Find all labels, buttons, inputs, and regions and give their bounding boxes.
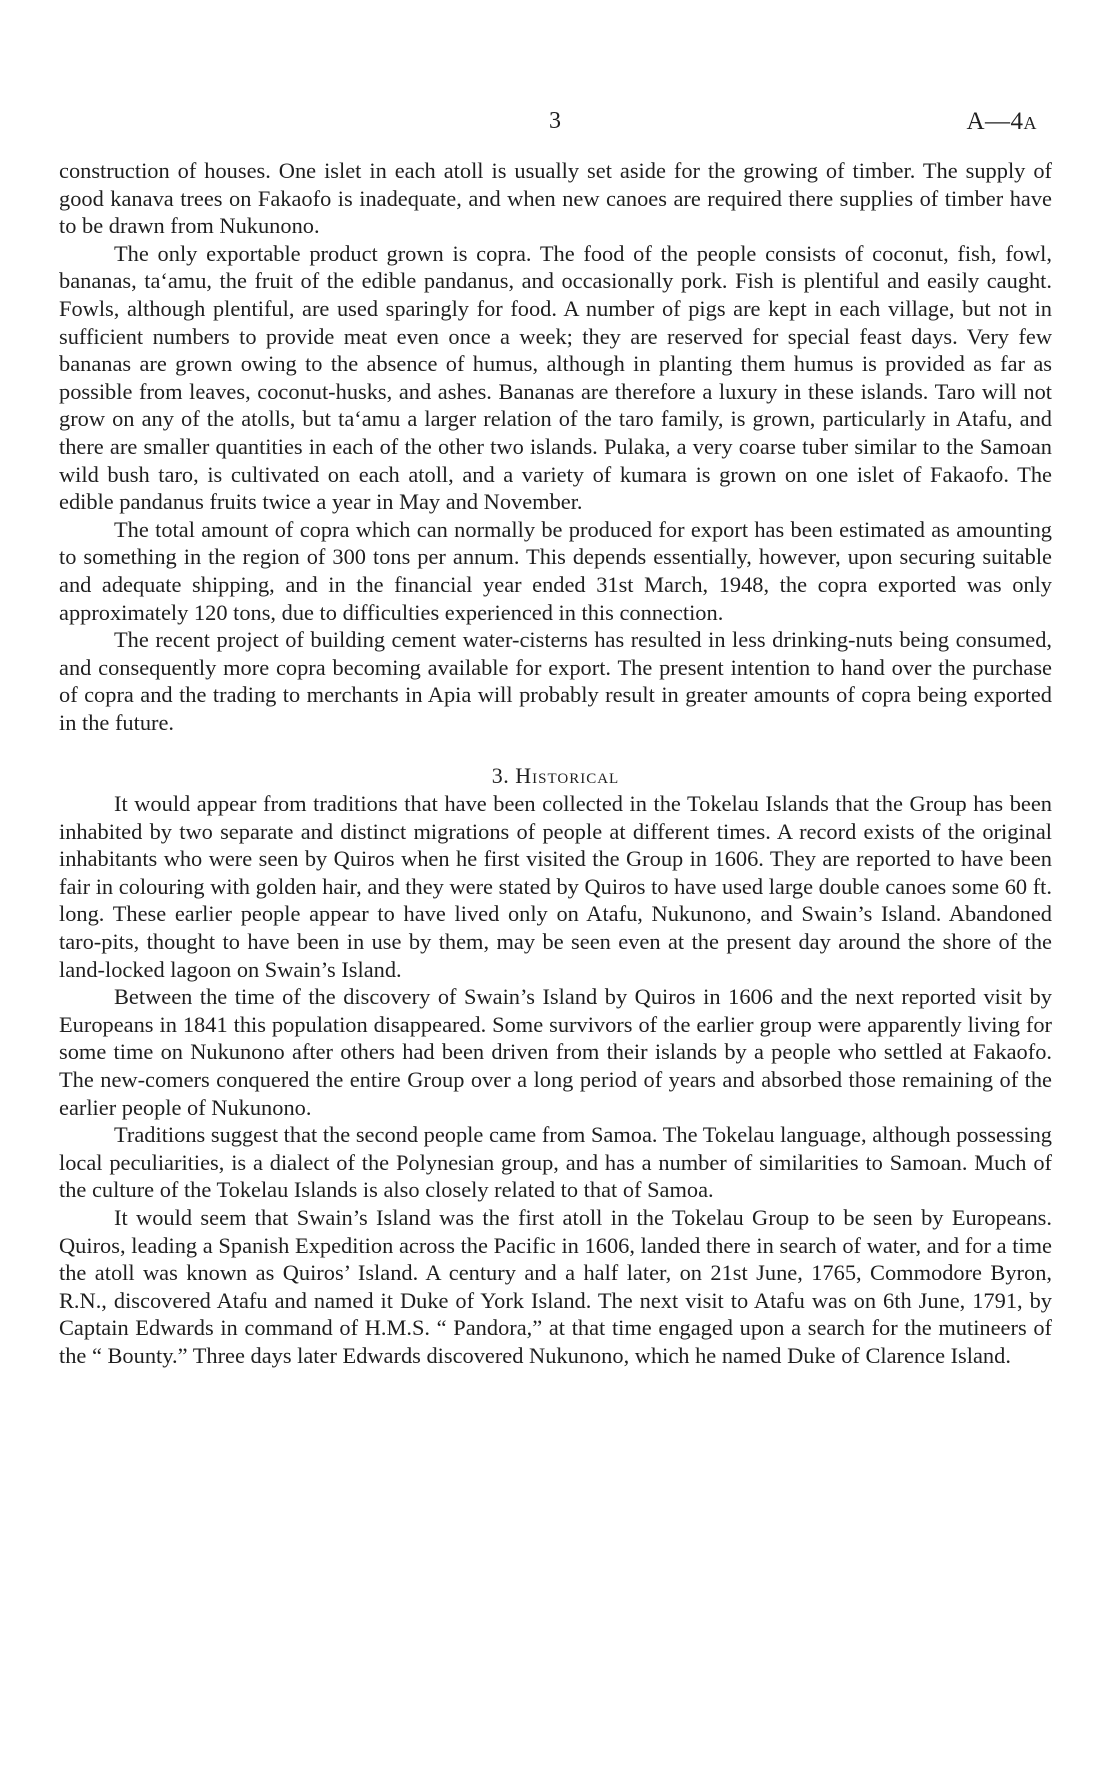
paragraph: The only exportable product grown is copra. The food of the people consists of coconut, fish, fowl, bananas, ta‘amu, the fruit of the edible pandanus, and occasionally pork. Fish is plentiful and easily caught. Fowls, although plentiful, are used sparingly for food. A number of pigs are kept in each village, but not in sufficient numbers to provide meat even once a week; they are reserved for special feast days. Very few bananas are grown owing to the absence of humus, although in planting them humus is provided as far as possible from leaves, coconut-husks, and ashes. Bananas are therefore a luxury in these islands. Taro will not grow on any of the atolls, but ta‘amu a larger relation of the taro family, is grown, particularly in Atafu, and there are smaller quantities in each of the other two islands. Pulaka, a very coarse tuber similar to the Samoan wild bush taro, is cultivated on each atoll, and a variety of kumara is grown on one islet of Fakaofo. The edible pandanus fruits twice a year in May and November. <box>59 240 1052 515</box>
paragraph: Between the time of the discovery of Swain’s Island by Quiros in 1606 and the next reported visit by Europeans in 1841 this population disappeared. Some survivors of the earlier group were apparently living for some time on Nukunono after others had been driven from their islands by a people who settled at Fakaofo. The new-comers conquered the entire Group over a long period of years and absorbed those remaining of the earlier people of Nukunono. <box>59 984 1052 1120</box>
page-number: 3 <box>549 108 561 134</box>
paragraph: It would seem that Swain’s Island was the first atoll in the Tokelau Group to be seen by Europeans. Quiros, leading a Spanish Expedition across the Pacific in 1606, landed there in search of water, and for a time the atoll was known as Quiros’ Island. A century and a half later, on 21st June, 1765, Commodore Byron, R.N., discovered Atafu and named it Duke of York Island. The next visit to Atafu was on 6th June, 1791, by Captain Edwards in command of H.M.S. “ Pandora,” at that time engaged upon a search for the mutineers of the “ Bounty.” Three days later Edwards discovered Nukunono, which he named Duke of Clarence Island. <box>59 1204 1052 1368</box>
paper-code-suffix: A <box>1023 113 1037 133</box>
paragraph: The recent project of building cement water-cisterns has resulted in less drinking-nuts being consumed, and consequently more copra becoming available for export. The present intention to hand over the purchase of copra and the trading to merchants in Apia will probably result in greater amounts of copra being exported in the future. <box>59 627 1052 735</box>
section-number: 3. <box>491 763 510 789</box>
section-title: Historical <box>515 763 620 789</box>
paper-code-main: A—4 <box>966 108 1024 135</box>
document-body <box>59 157 1052 1370</box>
paragraph: construction of houses. One islet in each atoll is usually set aside for the growing of timber. The supply of good kanava trees on Fakaofo is inadequate, and when new canoes are required there supplies of timber have to be drawn from Nukunono. <box>59 158 1052 239</box>
paragraph: Traditions suggest that the second people came from Samoa. The Tokelau language, although possessing local peculiarities, is a dialect of the Polynesian group, and has a number of similarities to Samoan. Much of the culture of the Tokelau Islands is also closely related to that of Samoa. <box>59 1122 1052 1203</box>
paragraph: The total amount of copra which can normally be produced for export has been estimated as amounting to something in the region of 300 tons per annum. This depends essentially, however, upon securing suitable and adequate shipping, and in the financial year ended 31st March, 1948, the copra exported was only approximately 120 tons, due to difficulties experienced in this connection. <box>59 516 1052 625</box>
paragraph: It would appear from traditions that have been collected in the Tokelau Islands that the Group has been inhabited by two separate and distinct migrations of people at different times. A record exists of the original inhabitants who were seen by Quiros when he first visited the Group in 1606. They are reported to have been fair in colouring with golden hair, and they were stated by Quiros to have used large double canoes some 60 ft. long. These earlier people appear to have lived only on Atafu, Nukunono, and Swain’s Island. Abandoned taro-pits, thought to have been in use by them, may be seen even at the present day around the shore of the land-locked lagoon on Swain’s Island. <box>59 791 1052 982</box>
paper-code <box>966 108 1037 136</box>
section-heading <box>59 762 1052 790</box>
